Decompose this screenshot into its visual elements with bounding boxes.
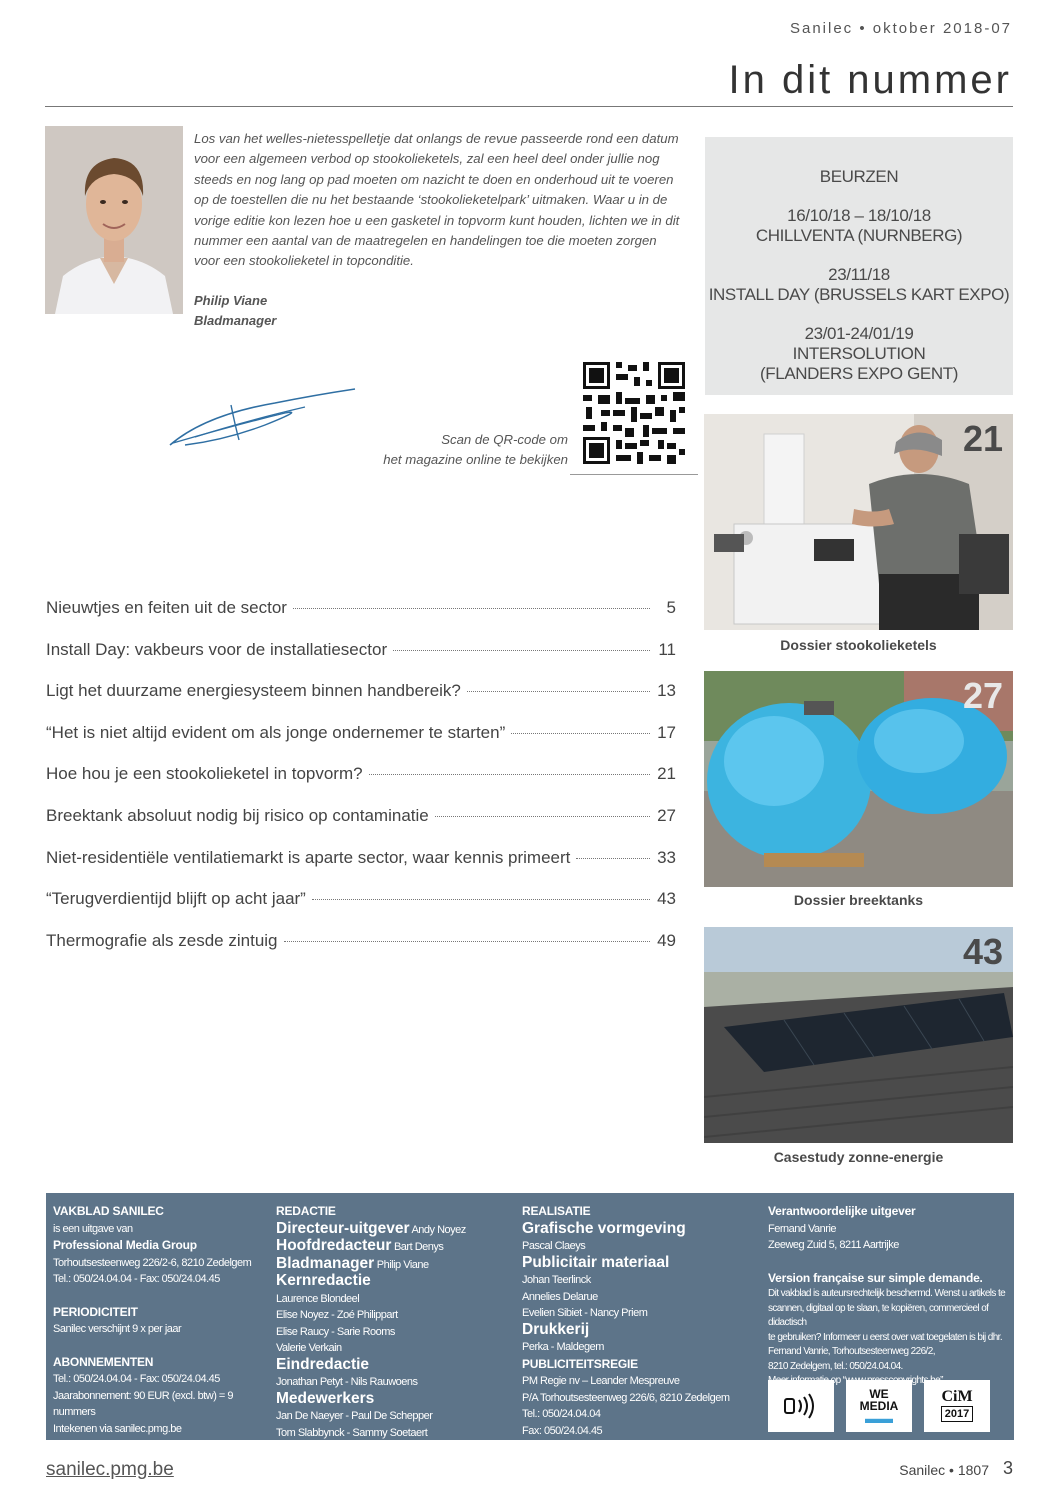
colophon-line: Elise Noyez - Zoé Philippart (276, 1309, 398, 1321)
event-name: INSTALL DAY (BRUSSELS KART EXPO) (708, 285, 1010, 304)
toc-entry[interactable] (46, 723, 676, 765)
toc-title: Install Day: vakbeurs voor de installatiesector (46, 639, 388, 659)
role-name: Philip Viane (376, 1258, 429, 1271)
role-label: Bladmanager (276, 1254, 375, 1272)
copyright-line: op (830, 1375, 841, 1386)
colophon-line: Tel.: 050/24.04.04 - Fax: 050/24.04.45 (53, 1373, 220, 1385)
website-link[interactable]: sanilec.pmg.be (46, 1459, 174, 1480)
colophon-line: PM Regie nv – Leander Mespreuve (522, 1375, 680, 1387)
partner-logos (768, 1380, 990, 1432)
colophon-line: Jan De Naeyer - Paul De Schepper (276, 1410, 433, 1422)
role-label: Publicitair materiaal (522, 1253, 670, 1271)
event-name: CHILLVENTA (NURNBERG) (755, 226, 963, 245)
events-box (705, 137, 1013, 395)
photo-caption: Casestudy zonne-energie (773, 1149, 944, 1165)
role-label: Drukkerij (522, 1320, 590, 1338)
toc-page: 5 (666, 598, 676, 617)
logo-text: 2017 (941, 1406, 973, 1422)
toc-entry[interactable] (46, 931, 676, 973)
toc-title: “Het is niet altijd evident om als jonge ondernemer te starten” (46, 722, 506, 742)
role-label: Medewerkers (276, 1389, 375, 1407)
colophon-line: Tel.: 050/24.04.04 - Fax: 050/24.04.45 (53, 1273, 220, 1285)
toc-page: 17 (657, 722, 676, 742)
photo-page-number: 21 (962, 418, 1003, 459)
photo-caption: Dossier breektanks (793, 892, 924, 908)
colophon-responsible (768, 1203, 1008, 1389)
header-divider (45, 106, 1013, 107)
colophon-heading: ABONNEMENTEN (53, 1354, 154, 1369)
photo-solar-roof[interactable] (704, 927, 1013, 1143)
toc-leader (393, 650, 650, 651)
publisher-name: Professional Media Group (53, 1238, 197, 1252)
colophon-line: P/A Torhoutsesteenweg 226/6, 8210 Zedelgem (522, 1391, 730, 1404)
toc-leader (511, 733, 650, 734)
colophon-production (522, 1203, 762, 1439)
toc-page: 11 (658, 639, 676, 659)
editorial-intro: Los van het welles-nietesspelletje dat onlangs de revue passeerde rond een datum voor een algemeen verbod op stookolieketels, zal een heel deel onder jullie nog steeds en nog lang op pad moeten om nazicht te doen en onderhoud uit te voeren op de toestellen die nu het bestaande ‘stookolieketelpark’ uitmaken. Waar u in de vorige editie kon lezen hoe u een gasketel in topvorm kunt houden, lichten we in dit nummer een aantal van de maatregelen en handelingen toe die moeten zorgen voor een stookolieketel in topconditie. (194, 131, 680, 269)
colophon-heading: Verantwoordelijke uitgever (768, 1204, 916, 1218)
colophon-editorial (276, 1203, 516, 1441)
colophon-heading: VAKBLAD SANILEC (53, 1204, 164, 1218)
qr-caption (340, 430, 568, 470)
colophon-line: Jaarabonnement: 90 EUR (excl. btw) = 9 nummers (53, 1389, 234, 1418)
role-name: Andy Noyez (411, 1223, 466, 1236)
colophon-heading: PERIODICITEIT (53, 1304, 138, 1319)
toc-leader (435, 816, 650, 817)
event-name: INTERSOLUTION (792, 344, 926, 363)
colophon-publisher (53, 1203, 273, 1454)
toc-title: Nieuwtjes en feiten uit de sector (46, 598, 287, 617)
author-name: Philip Viane (194, 293, 268, 308)
copyright-line: te gebruiken? Informeer u eerst over wat toegelaten is bij dhr. (768, 1331, 1003, 1343)
colophon-line: Intekenen via sanilec.pmg.be (53, 1422, 182, 1435)
toc-entry[interactable] (46, 806, 676, 848)
photo-tanks[interactable] (704, 671, 1013, 887)
colophon-line: Fernand Vanrie (768, 1222, 837, 1235)
photo-caption: Dossier stookolieketels (780, 637, 937, 653)
toc-title: Niet-residentiële ventilatiemarkt is aparte sector, waar kennis primeert (46, 847, 571, 867)
toc-leader (284, 941, 650, 942)
role-name: Bart Denys (393, 1241, 444, 1253)
toc-entry[interactable] (46, 598, 676, 640)
event-item (705, 206, 1013, 246)
toc-entry[interactable] (46, 848, 676, 890)
toc-entry[interactable] (46, 681, 676, 723)
toc-leader (369, 774, 650, 775)
copyright-line: scannen, digitaal op te slaan, te kopiëren, commercieel of didactisch (768, 1302, 989, 1328)
role-label: Kernredactie (276, 1272, 371, 1289)
colophon-line: Sanilec verschijnt 9 x per jaar (53, 1323, 182, 1335)
toc-page: 49 (657, 930, 676, 950)
toc-leader (312, 899, 650, 900)
signature (165, 385, 360, 455)
events-title: BEURZEN (819, 167, 899, 186)
colophon-line: Annelies Delarue (522, 1290, 598, 1303)
colophon-heading: PUBLICITEITSREGIE (522, 1356, 638, 1371)
colophon-line: Johan Teerlinck (522, 1274, 591, 1286)
colophon (46, 1193, 1014, 1451)
colophon-line: is een uitgave van (53, 1222, 133, 1235)
table-of-contents (46, 598, 676, 972)
toc-title: Breektank absoluut nodig bij risico op contaminatie (46, 805, 429, 825)
colophon-line: Tom Slabbynck - Sammy Soetaert (276, 1426, 428, 1439)
author-portrait (45, 126, 183, 314)
cim-logo (924, 1380, 990, 1432)
author-block (194, 291, 276, 331)
toc-title: Thermografie als zesde zintuig (46, 930, 278, 950)
role-label: Hoofdredacteur (276, 1237, 392, 1254)
toc-leader (467, 691, 650, 692)
toc-entry[interactable] (46, 764, 676, 806)
colophon-line: Valerie Verkain (276, 1342, 342, 1354)
page-number: 3 (1002, 1458, 1013, 1478)
colophon-heading: REALISATIE (522, 1204, 591, 1218)
qr-divider (570, 474, 698, 475)
colophon-line: Laurence Blondeel (276, 1292, 360, 1305)
toc-entry[interactable] (46, 889, 676, 931)
colophon-line: Perka - Maldegem (522, 1341, 604, 1353)
event-item (705, 265, 1013, 305)
logo-text: MEDIA (859, 1399, 899, 1413)
toc-entry[interactable] (46, 640, 676, 682)
event-item (705, 324, 1013, 384)
colophon-line: Torhoutsesteenweg 226/2-6, 8210 Zedelgem (53, 1256, 252, 1269)
role-label: Grafische vormgeving (522, 1219, 686, 1237)
logo-text: CiM (941, 1387, 973, 1405)
role-label: Directeur-uitgever (276, 1219, 410, 1237)
toc-page: 33 (657, 847, 676, 867)
event-date: 16/10/18 – 18/10/18 (787, 206, 931, 225)
toc-page: 43 (657, 889, 676, 909)
copyright-line: Fernand Vanrie, Torhoutsesteenweg 226/2, (768, 1346, 935, 1357)
toc-title: Hoe hou je een stookolieketel in topvorm? (46, 764, 363, 784)
qr-caption-line-1: Scan de QR-code om (441, 432, 568, 447)
colophon-heading: REDACTIE (276, 1204, 336, 1218)
toc-title: “Terugverdientijd blijft op acht jaar” (46, 889, 306, 909)
toc-leader (293, 608, 650, 609)
we-media-logo: WE MEDIA ▬▬ (846, 1380, 912, 1432)
toc-page: 13 (657, 681, 676, 701)
photo-page-number: 43 (962, 931, 1003, 972)
qr-code-icon[interactable] (583, 362, 685, 464)
colophon-line: Fax: 050/24.04.45 (522, 1424, 603, 1437)
toc-leader (576, 858, 650, 859)
colophon-line: Jonathan Petyt - Nils Rauwoens (276, 1376, 418, 1388)
colophon-line: Tel.: 050/24.04.04 (522, 1408, 601, 1420)
colophon-line: Pascal Claeys (522, 1240, 586, 1252)
photo-page-number: 27 (962, 675, 1003, 716)
colophon-line: Evelien Sibiet - Nancy Priem (522, 1307, 648, 1319)
footer-issue: Sanilec • 1807 (899, 1462, 989, 1478)
colophon-heading: Version française sur simple demande. (768, 1270, 983, 1285)
toc-page: 21 (657, 764, 676, 784)
copyright-line: Dit vakblad is auteursrechtelijk beschermd. Wenst u artikels te (768, 1288, 1006, 1299)
toc-page: 27 (657, 805, 676, 825)
issue-meta: Sanilec • oktober 2018-07 (789, 20, 1012, 37)
colophon-line: Elise Raucy - Sarie Rooms (276, 1325, 395, 1338)
author-role: Bladmanager (194, 313, 277, 328)
event-location: (FLANDERS EXPO GENT) (760, 364, 958, 383)
role-label: Eindredactie (276, 1355, 370, 1373)
logo-text: WE (869, 1387, 889, 1401)
photo-boiler[interactable] (704, 414, 1013, 630)
toc-title: Ligt het duurzame energiesysteem binnen handbereik? (46, 681, 461, 701)
event-date: 23/01-24/01/19 (804, 324, 914, 343)
contactless-logo-icon (768, 1380, 834, 1432)
colophon-line: Zeeweg Zuid 5, 8211 Aartrijke (768, 1239, 899, 1251)
copyright-line: 8210 Zedelgem, tel.: 050/24.04.04. (768, 1360, 903, 1372)
colophon-line: of mail naar abo@pmgroup.be (53, 1439, 189, 1451)
page-title: In dit nummer (728, 58, 1012, 102)
qr-caption-line-2: het magazine online te bekijken (383, 452, 568, 467)
event-date: 23/11/18 (828, 265, 890, 284)
